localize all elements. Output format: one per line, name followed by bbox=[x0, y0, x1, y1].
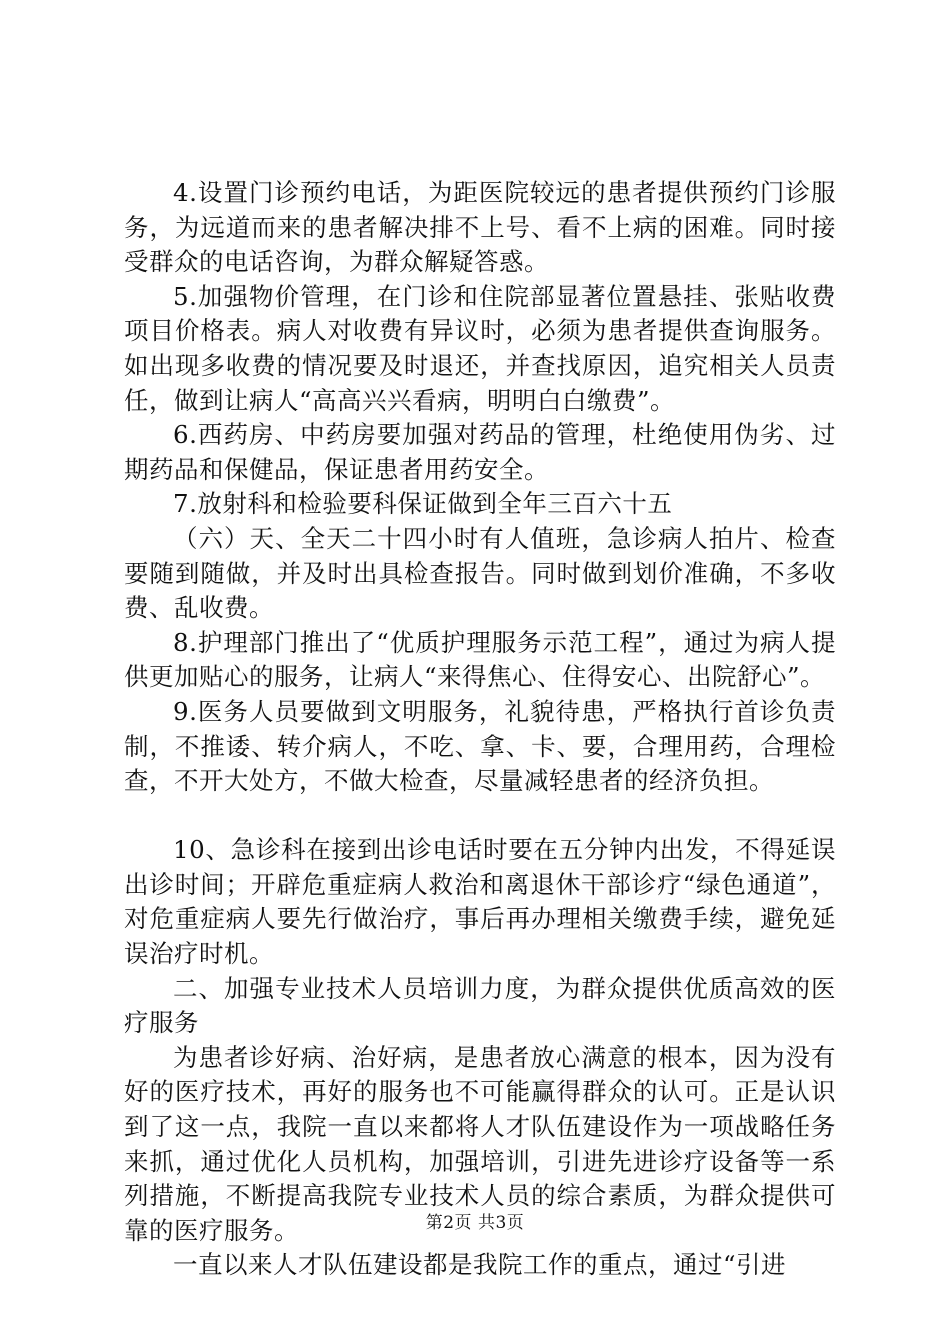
paragraph-section-2-body: 为患者诊好病、治好病，是患者放心满意的根本，因为没有好的医疗技术，再好的服务也不可能赢得群众的认可。正是认识到了这一点，我院一直以来都将人才队伍建设作为一项战略任务来抓，通过优化人员机构，加强培训，引进先进诊疗设备等一系列措施，不断提高我院专业技术人员的综合素质，为群众提供可靠的医疗服务。 bbox=[124, 1042, 836, 1245]
paragraph-item-4: 4.设置门诊预约电话，为距医院较远的患者提供预约门诊服务，为远道而来的患者解决排不上号、看不上病的困难。同时接受群众的电话咨询，为群众解疑答惑。 bbox=[124, 178, 836, 277]
paragraph-section-2-continued: 一直以来人才队伍建设都是我院工作的重点，通过“引进 bbox=[173, 1250, 787, 1280]
paragraph-item-10: 10、急诊科在接到出诊电话时要在五分钟内出发，不得延误出诊时间；开辟危重症病人救治和离退休干部诊疗“绿色通道”，对危重症病人要先行做治疗，事后再办理相关缴费手续，避免延误治疗时机。 bbox=[124, 835, 836, 969]
paragraph-item-5: 5.加强物价管理，在门诊和住院部显著位置悬挂、张贴收费项目价格表。病人对收费有异议时，必须为患者提供查询服务。如出现多收费的情况要及时退还，并查找原因，追究相关人员责任，做到让病人“高高兴兴看病，明明白白缴费”。 bbox=[124, 281, 836, 415]
paragraph-item-6: 6.西药房、中药房要加强对药品的管理，杜绝使用伪劣、过期药品和保健品，保证患者用药安全。 bbox=[124, 420, 836, 484]
paragraph-item-8: 8.护理部门推出了“优质护理服务示范工程”，通过为病人提供更加贴心的服务，让病人“来得焦心、住得安心、出院舒心”。 bbox=[124, 627, 836, 692]
paragraph-item-7-continued: （六）天、全天二十四小时有人值班，急诊病人拍片、检查要随到随做，并及时出具检查报告。同时做到划价准确，不多收费、乱收费。 bbox=[124, 523, 836, 623]
paragraph-item-7: 7.放射科和检验要科保证做到全年三百六十五 bbox=[173, 489, 673, 519]
page-footer: 第2页 共3页 bbox=[425, 1213, 525, 1233]
document-body bbox=[124, 176, 836, 1283]
paragraph-item-9: 9.医务人员要做到文明服务，礼貌待患，严格执行首诊负责制，不推诿、转介病人，不吃、拿、卡、要，合理用药，合理检查，不开大处方，不做大检查，尽量减轻患者的经济负担。 bbox=[124, 696, 836, 796]
section-heading-2: 二、加强专业技术人员培训力度，为群众提供优质高效的医疗服务 bbox=[124, 973, 836, 1038]
